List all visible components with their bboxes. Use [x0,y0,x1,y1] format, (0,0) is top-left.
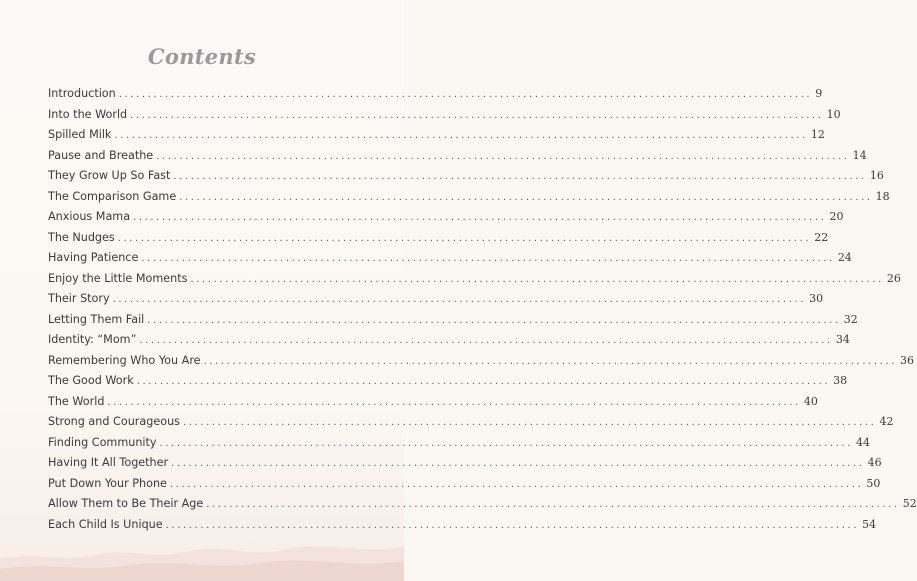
table-of-contents [48,84,917,535]
toc-entry-page-number: 54 [862,517,877,531]
toc-entry-title: Spilled Milk [48,128,112,141]
dot-leader: ........................................................................................................................ [141,253,835,264]
toc-entry-page-number: 9 [815,87,823,100]
dot-leader: ........................................................................................................................ [171,458,865,469]
toc-entry [48,228,829,249]
toc-entry-page-number: 44 [855,435,870,449]
toc-entry-title: Put Down Your Phone [48,476,167,490]
dot-leader: ........................................................................................................................ [130,109,824,121]
toc-entry [48,515,877,536]
toc-entry [48,248,852,269]
toc-entry-page-number: 10 [826,107,841,121]
toc-entry-page-number: 34 [835,333,850,346]
toc-entry [48,433,870,454]
toc-entry-title: Having Patience [48,251,139,264]
toc-entry-title: Their Story [48,292,110,305]
toc-entry-title: Introduction [48,87,116,100]
page-title: Contents [147,44,257,69]
dot-leader: ........................................................................................................................ [136,376,831,387]
dot-leader: ........................................................................................................................ [173,171,867,182]
toc-entry [48,166,884,187]
dot-leader: ........................................................................................................................ [147,314,841,326]
dot-leader: ........................................................................................................................ [156,150,850,162]
dot-leader: ........................................................................................................................ [206,499,900,510]
dot-leader: ........................................................................................................................ [112,294,807,305]
toc-entry [48,289,824,310]
toc-entry-page-number: 16 [869,169,884,182]
toc-entry-page-number: 24 [837,251,852,264]
toc-entry-page-number: 18 [875,189,890,203]
dot-leader: ........................................................................................................................ [107,396,801,408]
toc-entry [48,392,818,413]
dot-leader: ........................................................................................................................ [118,89,813,100]
toc-entry-title: Letting Them Fail [48,312,145,326]
dot-leader: ........................................................................................................................ [114,130,808,141]
toc-entry [48,412,894,433]
dot-leader: ........................................................................................................................ [169,478,864,490]
toc-entry [48,146,867,167]
toc-entry-title: They Grow Up So Fast [48,169,171,182]
toc-entry-page-number: 20 [829,210,844,223]
dot-leader: ........................................................................................................................ [203,355,898,367]
toc-entry-page-number: 14 [852,148,867,162]
dot-leader: ........................................................................................................................ [159,437,853,449]
toc-entry [48,310,858,331]
toc-entry-page-number: 32 [843,312,858,326]
toc-entry-page-number: 26 [886,271,901,285]
toc-entry-page-number: 40 [803,394,818,408]
toc-entry [48,187,890,208]
toc-entry-page-number: 42 [879,415,894,428]
toc-entry-page-number: 30 [809,292,824,305]
toc-entry [48,125,825,146]
toc-entry-title: Allow Them to Be Their Age [48,497,204,510]
toc-entry-title: Each Child Is Unique [48,517,163,531]
toc-entry-title: Identity: “Mom” [48,333,137,346]
toc-entry [48,105,841,126]
toc-entry [48,84,823,105]
toc-entry-title: Pause and Breathe [48,148,154,162]
toc-entry [48,494,917,515]
toc-entry-title: Having It All Together [48,456,169,469]
toc-entry [48,474,881,495]
toc-entry-page-number: 38 [833,374,848,387]
toc-entry-page-number: 50 [866,476,881,490]
toc-entry-title: The World [48,394,105,408]
toc-entry-title: Into the World [48,107,128,121]
dot-leader: ........................................................................................................................ [190,273,884,285]
toc-entry-page-number: 36 [900,353,915,367]
toc-entry-title: The Good Work [48,374,134,387]
dot-leader: ........................................................................................................................ [133,212,827,223]
toc-entry-title: The Comparison Game [48,189,177,203]
dot-leader: ........................................................................................................................ [117,232,812,244]
toc-entry-title: Anxious Mama [48,210,131,223]
toc-entry-page-number: 46 [867,456,882,469]
toc-entry [48,330,850,351]
toc-entry [48,269,901,290]
toc-entry-title: The Nudges [48,230,115,244]
toc-entry-title: Strong and Courageous [48,415,180,428]
dot-leader: ........................................................................................................................ [139,335,833,346]
toc-entry [48,453,882,474]
dot-leader: ........................................................................................................................ [165,519,860,531]
toc-entry-title: Enjoy the Little Moments [48,271,188,285]
toc-entry-title: Remembering Who You Are [48,353,201,367]
toc-entry-page-number: 22 [814,230,829,244]
toc-entry-title: Finding Community [48,435,157,449]
toc-entry [48,207,844,228]
dot-leader: ........................................................................................................................ [179,191,873,203]
toc-entry-page-number: 12 [810,128,825,141]
toc-entry [48,351,915,372]
toc-entry [48,371,848,392]
dot-leader: ........................................................................................................................ [183,417,877,428]
toc-entry-page-number: 52 [902,497,917,510]
